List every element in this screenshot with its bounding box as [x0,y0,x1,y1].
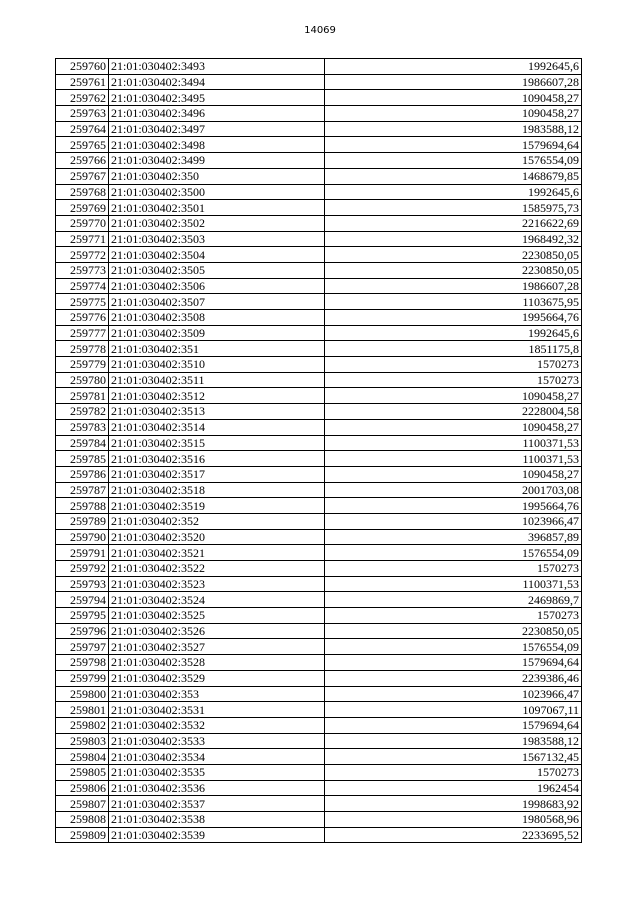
table-row [56,200,582,216]
cadastral-number-cell: 21:01:030402:3519 [109,498,325,514]
table-row [56,561,582,577]
cadastral-number-cell: 21:01:030402:3516 [109,451,325,467]
table-row [56,623,582,639]
cadastral-value-cell: 1983588,12 [325,121,582,137]
row-number-cell: 259779 [56,357,109,373]
row-number-cell: 259771 [56,231,109,247]
table-row [56,137,582,153]
row-number-cell: 259789 [56,513,109,529]
cadastral-value-cell: 1576554,09 [325,153,582,169]
cadastral-number-cell: 21:01:030402:3533 [109,733,325,749]
cadastral-value-cell: 1585975,73 [325,200,582,216]
cadastral-value-cell: 1576554,09 [325,639,582,655]
table-row [56,482,582,498]
cadastral-number-cell: 21:01:030402:3529 [109,670,325,686]
table-row [56,686,582,702]
cadastral-number-cell: 21:01:030402:3525 [109,608,325,624]
table-row [56,106,582,122]
table-row [56,153,582,169]
cadastral-value-cell: 1968492,32 [325,231,582,247]
cadastral-number-cell: 21:01:030402:3505 [109,262,325,278]
cadastral-value-cell: 1576554,09 [325,545,582,561]
table-row [56,451,582,467]
cadastral-value-cell: 2216622,69 [325,215,582,231]
row-number-cell: 259809 [56,827,109,843]
cadastral-value-cell: 1090458,27 [325,106,582,122]
cadastral-value-cell: 1980568,96 [325,812,582,828]
row-number-cell: 259765 [56,137,109,153]
cadastral-value-cell: 1992645,6 [325,325,582,341]
row-number-cell: 259787 [56,482,109,498]
cadastral-number-cell: 21:01:030402:3520 [109,529,325,545]
table-row [56,247,582,263]
row-number-cell: 259773 [56,262,109,278]
cadastral-value-cell: 1995664,76 [325,310,582,326]
cadastral-number-cell: 21:01:030402:3501 [109,200,325,216]
cadastral-number-cell: 21:01:030402:3509 [109,325,325,341]
table-row [56,717,582,733]
cadastral-value-cell: 2228004,58 [325,404,582,420]
table-row [56,812,582,828]
cadastral-value-cell: 1570273 [325,764,582,780]
row-number-cell: 259781 [56,388,109,404]
table-row [56,184,582,200]
cadastral-value-cell: 1090458,27 [325,388,582,404]
row-number-cell: 259797 [56,639,109,655]
table-row [56,59,582,75]
row-number-cell: 259762 [56,90,109,106]
row-number-cell: 259774 [56,278,109,294]
cadastral-number-cell: 21:01:030402:3496 [109,106,325,122]
cadastral-number-cell: 21:01:030402:3526 [109,623,325,639]
row-number-cell: 259794 [56,592,109,608]
row-number-cell: 259802 [56,717,109,733]
row-number-cell: 259775 [56,294,109,310]
row-number-cell: 259778 [56,341,109,357]
row-number-cell: 259806 [56,780,109,796]
table-row [56,639,582,655]
cadastral-number-cell: 21:01:030402:3507 [109,294,325,310]
cadastral-number-cell: 21:01:030402:3502 [109,215,325,231]
row-number-cell: 259796 [56,623,109,639]
cadastral-value-cell: 1097067,11 [325,702,582,718]
row-number-cell: 259798 [56,655,109,671]
table-row [56,215,582,231]
table-body [56,59,582,843]
cadastral-number-cell: 21:01:030402:3524 [109,592,325,608]
cadastral-value-cell: 2230850,05 [325,247,582,263]
cadastral-value-cell: 1986607,28 [325,278,582,294]
row-number-cell: 259795 [56,608,109,624]
table-row [56,404,582,420]
cadastral-value-cell: 2230850,05 [325,623,582,639]
cadastral-number-cell: 21:01:030402:3522 [109,561,325,577]
row-number-cell: 259799 [56,670,109,686]
row-number-cell: 259792 [56,561,109,577]
cadastral-value-cell: 1992645,6 [325,59,582,75]
cadastral-number-cell: 21:01:030402:3513 [109,404,325,420]
table-row [56,608,582,624]
cadastral-number-cell: 21:01:030402:3497 [109,121,325,137]
table-row [56,702,582,718]
cadastral-number-cell: 21:01:030402:3528 [109,655,325,671]
row-number-cell: 259770 [56,215,109,231]
cadastral-value-cell: 1851175,8 [325,341,582,357]
table-row [56,796,582,812]
cadastral-number-cell: 21:01:030402:3500 [109,184,325,200]
cadastral-value-cell: 1090458,27 [325,419,582,435]
cadastral-number-cell: 21:01:030402:3535 [109,764,325,780]
table-row [56,529,582,545]
cadastral-number-cell: 21:01:030402:3515 [109,435,325,451]
cadastral-number-cell: 21:01:030402:3523 [109,576,325,592]
row-number-cell: 259761 [56,74,109,90]
row-number-cell: 259760 [56,59,109,75]
row-number-cell: 259803 [56,733,109,749]
cadastral-number-cell: 21:01:030402:3506 [109,278,325,294]
row-number-cell: 259791 [56,545,109,561]
row-number-cell: 259788 [56,498,109,514]
row-number-cell: 259777 [56,325,109,341]
table-row [56,749,582,765]
table-row [56,513,582,529]
table-row [56,545,582,561]
table-row [56,764,582,780]
cadastral-number-cell: 21:01:030402:3508 [109,310,325,326]
table-row [56,466,582,482]
table-row [56,780,582,796]
row-number-cell: 259768 [56,184,109,200]
row-number-cell: 259763 [56,106,109,122]
cadastral-number-cell: 21:01:030402:3512 [109,388,325,404]
table-row [56,670,582,686]
cadastral-value-cell: 1983588,12 [325,733,582,749]
cadastral-number-cell: 21:01:030402:352 [109,513,325,529]
row-number-cell: 259784 [56,435,109,451]
cadastral-value-cell: 396857,89 [325,529,582,545]
row-number-cell: 259769 [56,200,109,216]
cadastral-number-cell: 21:01:030402:350 [109,168,325,184]
cadastral-number-cell: 21:01:030402:353 [109,686,325,702]
table-row [56,278,582,294]
cadastral-number-cell: 21:01:030402:3517 [109,466,325,482]
cadastral-number-cell: 21:01:030402:3498 [109,137,325,153]
row-number-cell: 259805 [56,764,109,780]
table-row [56,576,582,592]
page-number: 14069 [304,25,336,36]
cadastral-value-cell: 1100371,53 [325,451,582,467]
row-number-cell: 259764 [56,121,109,137]
table-row [56,231,582,247]
cadastral-value-cell: 2233695,52 [325,827,582,843]
cadastral-number-cell: 21:01:030402:3532 [109,717,325,733]
cadastral-value-cell: 1986607,28 [325,74,582,90]
cadastral-number-cell: 21:01:030402:3537 [109,796,325,812]
cadastral-value-cell: 1579694,64 [325,655,582,671]
row-number-cell: 259776 [56,310,109,326]
row-number-cell: 259786 [56,466,109,482]
table-row [56,325,582,341]
cadastral-value-cell: 2001703,08 [325,482,582,498]
cadastral-number-cell: 21:01:030402:3538 [109,812,325,828]
row-number-cell: 259800 [56,686,109,702]
cadastral-value-cell: 1579694,64 [325,717,582,733]
cadastral-value-cell: 1962454 [325,780,582,796]
cadastral-value-cell: 1570273 [325,357,582,373]
cadastral-value-cell: 1995664,76 [325,498,582,514]
cadastral-number-cell: 21:01:030402:3504 [109,247,325,263]
row-number-cell: 259772 [56,247,109,263]
cadastral-number-cell: 21:01:030402:3510 [109,357,325,373]
cadastral-value-cell: 2239386,46 [325,670,582,686]
cadastral-number-cell: 21:01:030402:3527 [109,639,325,655]
row-number-cell: 259793 [56,576,109,592]
row-number-cell: 259804 [56,749,109,765]
cadastral-number-cell: 21:01:030402:3495 [109,90,325,106]
row-number-cell: 259801 [56,702,109,718]
table-row [56,310,582,326]
row-number-cell: 259782 [56,404,109,420]
table-row [56,74,582,90]
cadastral-value-cell: 1023966,47 [325,513,582,529]
cadastral-value-cell: 1570273 [325,372,582,388]
table-row [56,498,582,514]
cadastral-value-cell: 1468679,85 [325,168,582,184]
cadastral-value-cell: 2469869,7 [325,592,582,608]
table-row [56,435,582,451]
row-number-cell: 259790 [56,529,109,545]
cadastral-number-cell: 21:01:030402:3494 [109,74,325,90]
cadastral-value-cell: 1090458,27 [325,466,582,482]
cadastral-number-cell: 21:01:030402:3536 [109,780,325,796]
cadastral-value-cell: 1579694,64 [325,137,582,153]
table-row [56,294,582,310]
table-row [56,372,582,388]
cadastral-value-cell: 1103675,95 [325,294,582,310]
cadastral-number-cell: 21:01:030402:3499 [109,153,325,169]
table-row [56,90,582,106]
table-row [56,121,582,137]
cadastral-number-cell: 21:01:030402:3493 [109,59,325,75]
table-row [56,341,582,357]
cadastral-number-cell: 21:01:030402:3534 [109,749,325,765]
cadastral-value-cell: 1992645,6 [325,184,582,200]
cadastral-value-cell: 1570273 [325,561,582,577]
cadastral-value-table [55,58,582,843]
cadastral-value-cell: 1023966,47 [325,686,582,702]
table-row [56,262,582,278]
cadastral-value-cell: 1570273 [325,608,582,624]
table-row [56,827,582,843]
row-number-cell: 259785 [56,451,109,467]
cadastral-value-cell: 1567132,45 [325,749,582,765]
row-number-cell: 259767 [56,168,109,184]
cadastral-value-cell: 1100371,53 [325,435,582,451]
row-number-cell: 259780 [56,372,109,388]
table-row [56,388,582,404]
row-number-cell: 259808 [56,812,109,828]
cadastral-number-cell: 21:01:030402:3531 [109,702,325,718]
cadastral-number-cell: 21:01:030402:3518 [109,482,325,498]
cadastral-number-cell: 21:01:030402:3514 [109,419,325,435]
table-row [56,655,582,671]
table-row [56,592,582,608]
cadastral-number-cell: 21:01:030402:3503 [109,231,325,247]
cadastral-number-cell: 21:01:030402:3539 [109,827,325,843]
cadastral-value-cell: 1090458,27 [325,90,582,106]
cadastral-number-cell: 21:01:030402:3511 [109,372,325,388]
table-row [56,419,582,435]
row-number-cell: 259783 [56,419,109,435]
table-row [56,168,582,184]
table-row [56,733,582,749]
cadastral-number-cell: 21:01:030402:3521 [109,545,325,561]
cadastral-value-cell: 1998683,92 [325,796,582,812]
row-number-cell: 259766 [56,153,109,169]
cadastral-value-cell: 1100371,53 [325,576,582,592]
row-number-cell: 259807 [56,796,109,812]
cadastral-value-cell: 2230850,05 [325,262,582,278]
cadastral-number-cell: 21:01:030402:351 [109,341,325,357]
table-row [56,357,582,373]
